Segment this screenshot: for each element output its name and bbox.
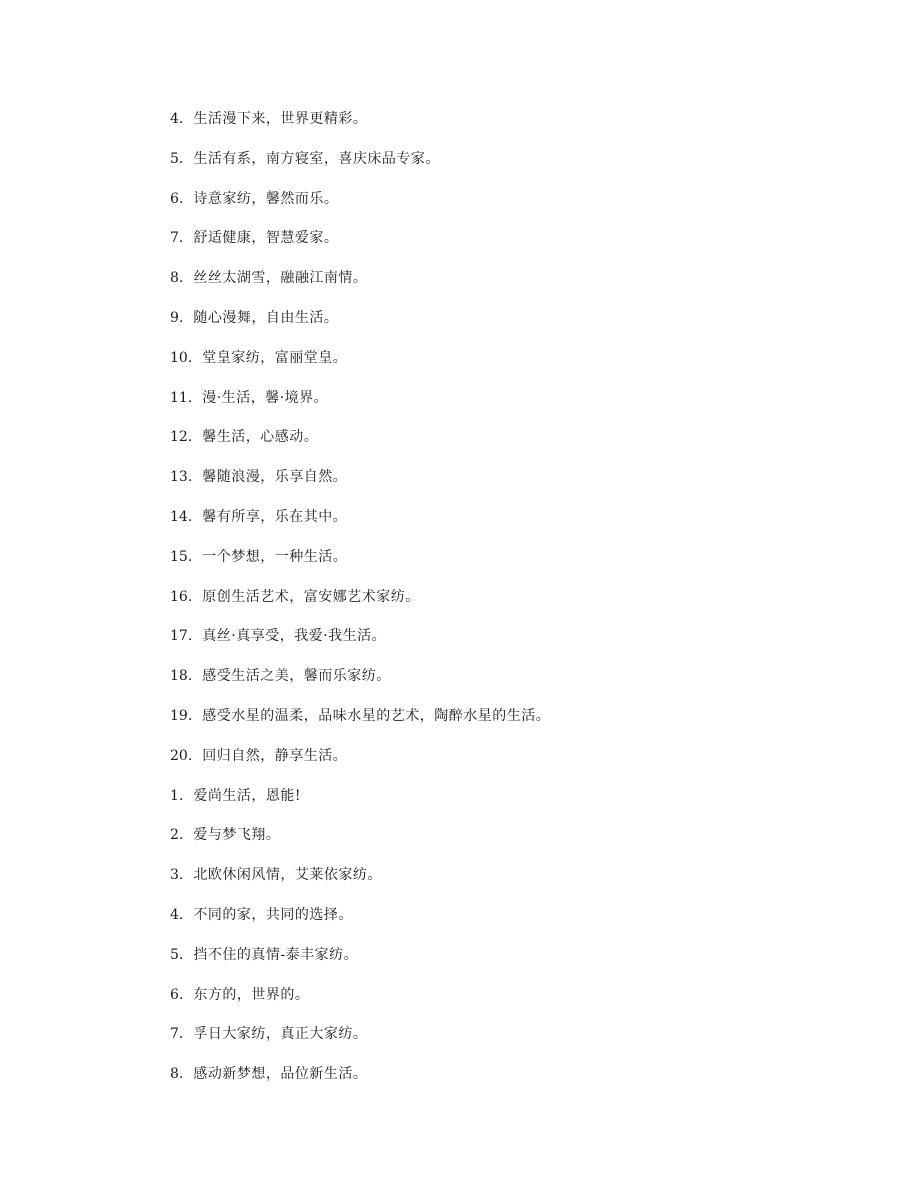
list-item-number: 14. (170, 508, 193, 525)
list-item-text: 挡不住的真情-泰丰家纺。 (193, 946, 359, 963)
list-item-text: 丝丝太湖雪，融融江南情。 (193, 270, 368, 287)
list-item-number: 7. (170, 1026, 184, 1043)
list-item (170, 904, 550, 944)
list-item-text: 真丝·真享受，我爱·我生活。 (202, 628, 387, 645)
list-item (170, 864, 550, 904)
list-item-number: 4. (170, 906, 184, 923)
list-item-number: 20. (170, 747, 193, 764)
list-item-text: 东方的，世界的。 (193, 986, 310, 1003)
list-item (170, 1063, 550, 1103)
list-item (170, 426, 550, 466)
list-item-number: 2. (170, 827, 184, 844)
list-item-number: 18. (170, 668, 193, 685)
list-item-text: 馨有所享，乐在其中。 (202, 508, 348, 525)
list-item-number: 7. (170, 230, 184, 247)
list-item-text: 爱尚生活，恩能! (193, 787, 301, 804)
list-item (170, 347, 550, 387)
list-item-text: 感受水星的温柔，品味水星的艺术，陶醉水星的生活。 (202, 707, 551, 724)
list-item-text: 诗意家纺，馨然而乐。 (193, 190, 339, 207)
list-item-number: 4. (170, 111, 184, 127)
list-item-number: 13. (170, 469, 193, 486)
list-item-text: 随心漫舞，自由生活。 (193, 309, 339, 326)
list-item-number: 1. (170, 787, 184, 804)
list-item-text: 孚日大家纺，真正大家纺。 (193, 1026, 368, 1043)
list-item-number: 16. (170, 588, 193, 605)
list-item (170, 307, 550, 347)
list-item-number: 11. (170, 389, 193, 406)
list-item (170, 1023, 550, 1063)
list-item-number: 5. (170, 150, 184, 167)
list-item (170, 466, 550, 506)
list-item (170, 586, 550, 626)
list-item (170, 625, 550, 665)
list-item (170, 785, 550, 825)
list-item-text: 舒适健康，智慧爱家。 (193, 230, 339, 247)
list-item-text: 生活漫下来，世界更精彩。 (193, 111, 368, 127)
list-item-number: 6. (170, 190, 184, 207)
list-item-text: 馨生活，心感动。 (202, 429, 319, 446)
list-item (170, 984, 550, 1024)
list-item-number: 3. (170, 867, 184, 884)
list-item (170, 188, 550, 228)
list-item-text: 生活有系，南方寝室，喜庆床品专家。 (193, 150, 440, 167)
list-item (170, 824, 550, 864)
list-item (170, 108, 550, 148)
list-item-text: 感受生活之美，馨而乐家纺。 (202, 668, 391, 685)
list-item (170, 267, 550, 307)
list-item (170, 506, 550, 546)
list-item-number: 10. (170, 349, 193, 366)
list-item-text: 漫·生活，馨·境界。 (202, 389, 329, 406)
list-item-number: 8. (170, 1066, 184, 1083)
list-item-number: 15. (170, 548, 193, 565)
slogan-list (170, 108, 550, 1103)
list-item-text: 感动新梦想，品位新生活。 (193, 1066, 368, 1083)
list-item (170, 944, 550, 984)
list-item-number: 6. (170, 986, 184, 1003)
list-item-number: 19. (170, 707, 193, 724)
list-item-text: 北欧休闲风情，艾莱依家纺。 (193, 867, 382, 884)
list-item (170, 705, 550, 745)
list-item-number: 9. (170, 309, 184, 326)
list-item-text: 回归自然，静享生活。 (202, 747, 348, 764)
list-item-text: 一个梦想，一种生活。 (202, 548, 348, 565)
list-item-text: 原创生活艺术，富安娜艺术家纺。 (202, 588, 420, 605)
list-item-number: 12. (170, 429, 193, 446)
list-item (170, 387, 550, 427)
list-item (170, 148, 550, 188)
list-item-number: 17. (170, 628, 193, 645)
list-item-number: 5. (170, 946, 184, 963)
list-item-number: 8. (170, 270, 184, 287)
list-item-text: 堂皇家纺，富丽堂皇。 (202, 349, 348, 366)
list-item (170, 665, 550, 705)
list-item-text: 馨随浪漫，乐享自然。 (202, 469, 348, 486)
list-item-text: 不同的家，共同的选择。 (193, 906, 353, 923)
list-item (170, 227, 550, 267)
list-item (170, 745, 550, 785)
list-item-text: 爱与梦飞翔。 (193, 827, 281, 844)
list-item (170, 546, 550, 586)
